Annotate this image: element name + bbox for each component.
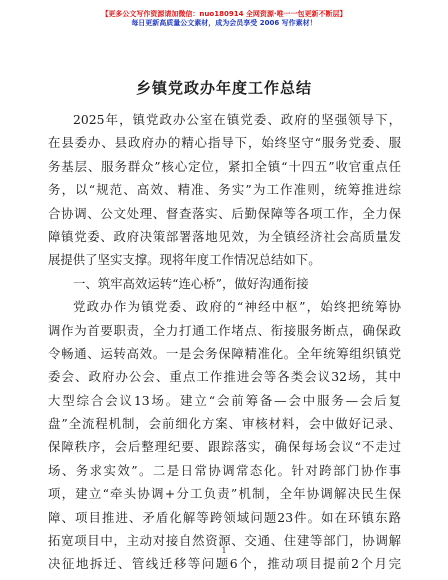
paragraph-line: 2025年，镇党政办公室在镇党委、政府的坚强领导下， bbox=[73, 112, 401, 127]
promo-banner-line-1: 【更多公文写作资源请加微信：nuo180914 全网资源·唯一一包更新不断层】 bbox=[101, 10, 347, 18]
paragraph-line: 盘”全流程机制，会前细化方案、审核材料，会中做好记录、 bbox=[48, 416, 401, 432]
document-body bbox=[48, 108, 401, 576]
paragraph-line: 展提供了坚实支撑。现将年度工作情况总结如下。 bbox=[48, 252, 321, 268]
document-title: 乡镇党政办年度工作总结 bbox=[135, 79, 312, 97]
paragraph-line: 合协调、公文处理、督查落实、后勤保障等各项工作，全力保 bbox=[48, 205, 401, 221]
paragraph-line: 在县委办、县政府办的精心指导下，始终坚守“服务党委、服 bbox=[48, 135, 401, 151]
paragraph-line: 令畅通、运转高效。一是会务保障精准化。全年统筹组织镇党 bbox=[48, 345, 401, 361]
paragraph-line: 调作为首要职责，全力打通工作堵点、衔接服务断点，确保政 bbox=[48, 322, 401, 338]
paragraph-line: 拓宽项目中，主动对接自然资源、交通、住建等部门，协调解 bbox=[48, 533, 401, 549]
paragraph-line: 大型综合会议13场。建立“会前筹备—会中服务—会后复 bbox=[48, 392, 401, 408]
paragraph-line: 项，建立“牵头协调+分工负责”机制，全年协调解决民生保 bbox=[48, 486, 401, 502]
page-number: 1 bbox=[221, 546, 227, 555]
paragraph-line: 障、项目推进、矛盾化解等跨领域问题23件。如在环镇东路 bbox=[48, 509, 401, 525]
promo-banner-line-2: 每日更新高质量公文素材，成为会员享受 2006 写作素材！ bbox=[131, 19, 317, 27]
paragraph-line: 务，以“规范、高效、精准、务实”为工作准则，统筹推进综 bbox=[48, 182, 401, 198]
section-heading: 一、筑牢高效运转“连心桥”，做好沟通衔接 bbox=[73, 275, 309, 291]
paragraph-line: 务基层、服务群众”核心定位，紧扣全镇“十四五”收官重点任 bbox=[48, 158, 401, 174]
promo-banner bbox=[0, 10, 448, 28]
paragraph-line: 场、务求实效”。二是日常协调常态化。针对跨部门协作事 bbox=[48, 462, 401, 478]
paragraph-line: 党政办作为镇党委、政府的“神经中枢”，始终把统筹协 bbox=[73, 299, 401, 315]
paragraph-line: 委会、政府办公会、重点工作推进会等各类会议32场，其中 bbox=[48, 369, 401, 385]
paragraph-line: 决征地拆迁、管线迁移等问题6个，推动项目提前2个月完 bbox=[48, 556, 401, 572]
paragraph-line: 障镇党委、政府决策部署落地见效，为全镇经济社会高质量发 bbox=[48, 228, 401, 244]
paragraph-line: 保障秩序，会后整理纪要、跟踪落实，确保每场会议“不走过 bbox=[48, 439, 401, 455]
